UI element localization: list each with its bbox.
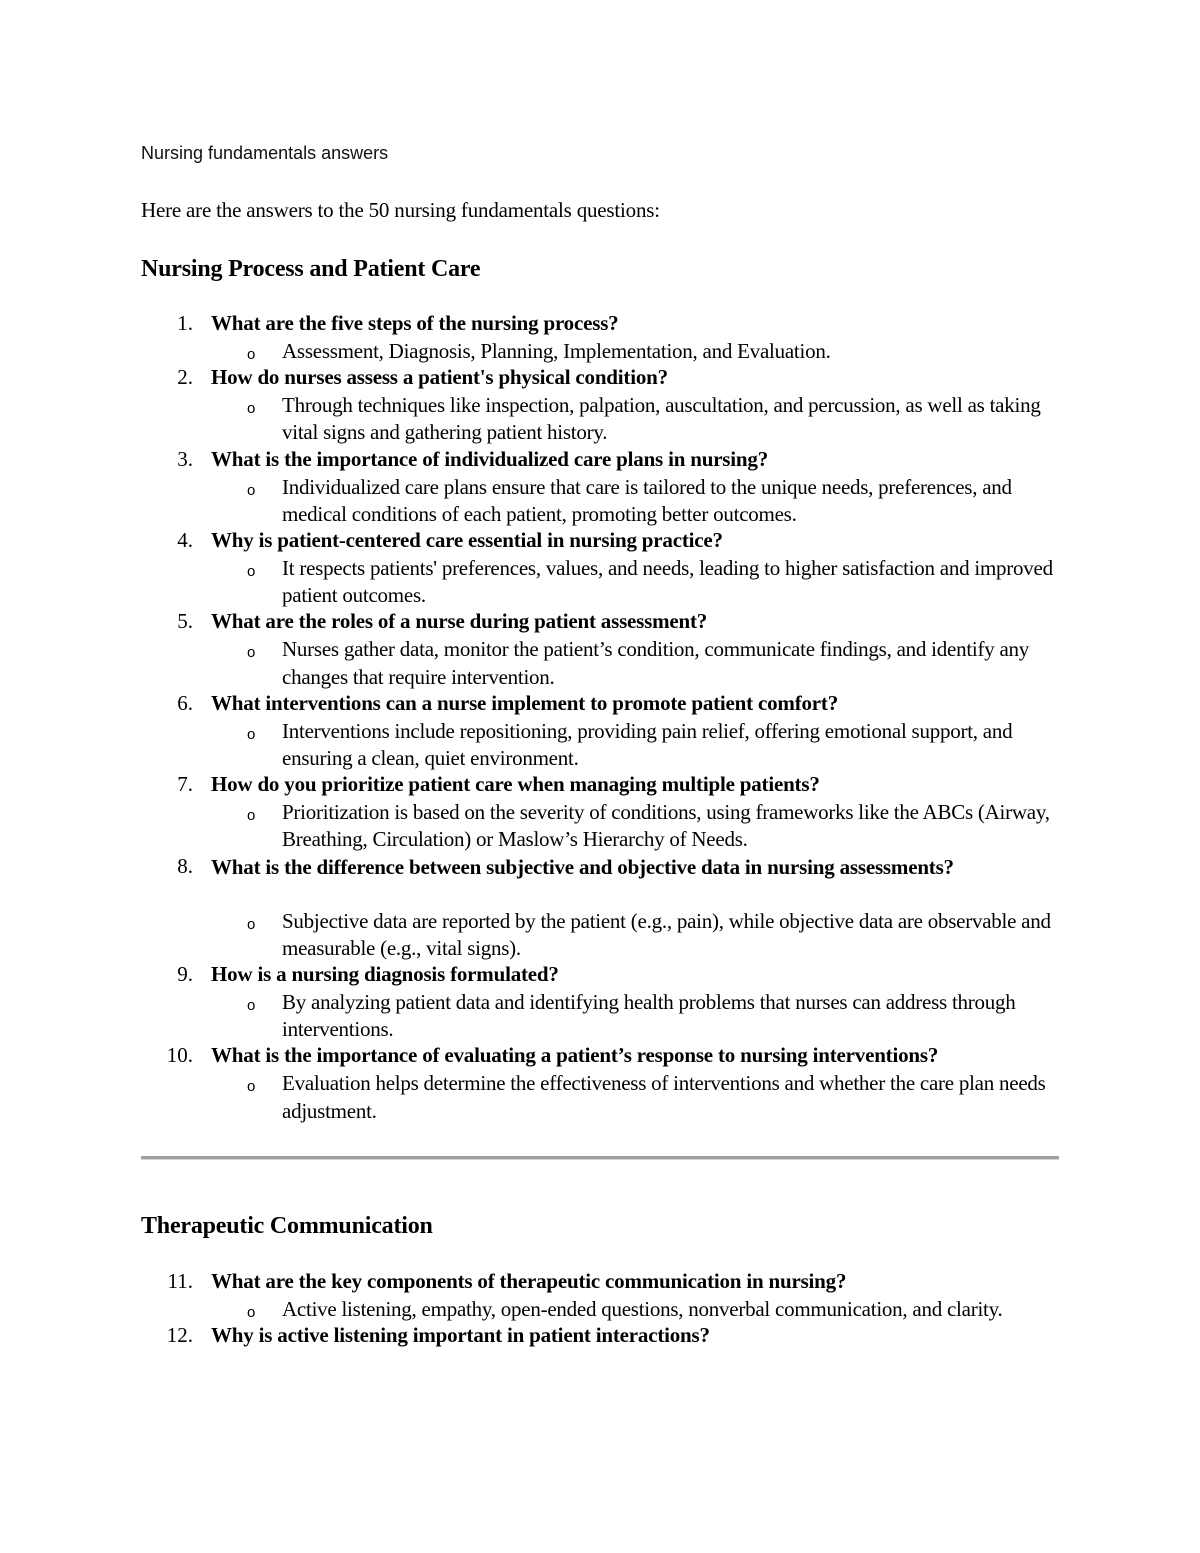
question-text: What is the importance of individualized care plans in nursing? [211,446,768,471]
qa-list [141,311,1071,1125]
question-text: How is a nursing diagnosis formulated? [211,962,559,987]
list-item [141,772,1071,853]
bullet-icon: o [247,807,256,825]
bullet-icon: o [247,915,256,933]
question-text: Why is patient-centered care essential in nursing practice? [211,528,723,553]
bullet-icon: o [247,1304,256,1321]
list-item [141,1269,1071,1323]
answer-text: Assessment, Diagnosis, Planning, Implementation, and Evaluation. [282,339,831,363]
list-item [141,447,1071,528]
answer-text: Prioritization is based on the severity of conditions, using frameworks like the ABCs (Airway, Breathing, Circulation) or Maslow’s Hierarchy of Needs. [282,800,1050,852]
question-text: What is the difference between subjective and objective data in nursing assessments? [211,854,954,879]
answer-text: Active listening, empathy, open-ended questions, nonverbal communication, and clarity. [282,1297,1003,1321]
intro-text: Here are the answers to the 50 nursing fundamentals questions: [141,198,660,222]
horizontal-rule [141,1156,1059,1160]
answer-text: Nurses gather data, monitor the patient’s condition, communicate findings, and identify any changes that require intervention. [282,637,1030,689]
section-heading: Therapeutic Communication [141,1213,433,1239]
question-text: Why is active listening important in patient interactions? [211,1323,710,1348]
question-text: How do you prioritize patient care when managing multiple patients? [211,772,820,797]
question-number: 10. [166,1043,193,1068]
question-number: 4. [177,528,193,553]
list-item [141,1323,1071,1350]
question-text: What is the importance of evaluating a patient’s response to nursing interventions? [211,1043,939,1068]
bullet-icon: o [247,1078,256,1096]
question-number: 8. [177,853,193,878]
list-item [141,311,1071,365]
answer-text: It respects patients' preferences, values, and needs, leading to higher satisfaction and improved patient outcomes. [282,556,1053,608]
answer-text: Subjective data are reported by the patient (e.g., pain), while objective data are observable and measurable (e.g., vital signs). [282,908,1051,960]
bullet-icon: o [247,997,256,1015]
question-text: What are the five steps of the nursing process? [211,311,619,335]
question-text: How do nurses assess a patient's physical condition? [211,365,668,390]
list-item [141,854,1071,962]
question-text: What interventions can a nurse implement to promote patient comfort? [211,690,839,715]
list-item [141,962,1071,1043]
answer-text: Individualized care plans ensure that care is tailored to the unique needs, preferences, and medical conditions of each patient, promoting better outcomes. [282,474,1012,526]
question-number: 6. [177,690,193,715]
bullet-icon: o [247,725,256,743]
answer-text: Interventions include repositioning, providing pain relief, offering emotional support, and ensuring a clean, quiet environment. [282,718,1013,771]
document-title: Nursing fundamentals answers [141,143,389,163]
question-text: What are the roles of a nurse during patient assessment? [211,609,708,634]
bullet-icon: o [247,563,256,581]
question-number: 12. [166,1323,193,1348]
bullet-icon: o [247,481,256,499]
qa-list [141,1269,1071,1350]
question-number: 11. [167,1269,193,1293]
answer-text: By analyzing patient data and identifying health problems that nurses can address through interventions. [282,990,1016,1042]
section-heading: Nursing Process and Patient Care [141,256,481,282]
question-number: 1. [177,311,193,335]
question-number: 7. [177,772,193,797]
list-item [141,609,1071,690]
list-item [141,691,1071,772]
answer-text: Evaluation helps determine the effectiveness of interventions and whether the care plan needs adjustment. [282,1071,1046,1123]
question-number: 5. [177,609,193,634]
bullet-icon: o [247,346,256,363]
bullet-icon: o [247,400,256,418]
question-text: What are the key components of therapeutic communication in nursing? [211,1269,847,1293]
list-item [141,1043,1071,1124]
list-item [141,528,1071,609]
question-number: 3. [177,446,193,471]
bullet-icon: o [247,644,256,662]
question-number: 9. [177,962,193,987]
answer-text: Through techniques like inspection, palpation, auscultation, and percussion, as well as taking vital signs and gathering patient history. [282,393,1041,445]
question-number: 2. [177,365,193,390]
list-item [141,365,1071,446]
